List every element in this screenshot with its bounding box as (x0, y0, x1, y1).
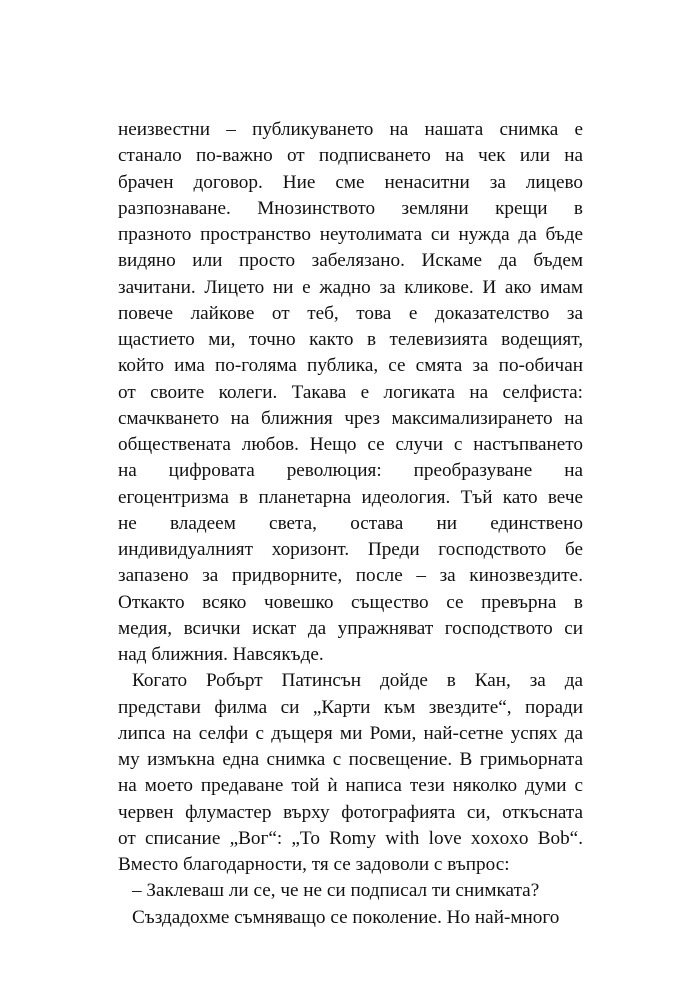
paragraph (118, 905, 583, 931)
text-line: липса на селфи с дъщеря ми Роми, най-сетне успях да (118, 722, 583, 744)
text-line: щастието ми, точно както в телевизията водещият, (118, 329, 583, 350)
text-line: Вместо благодарности, тя се задоволи с въпрос: (118, 854, 510, 875)
text-line: видяно или просто забелязано. Искаме да бъдем (118, 250, 583, 272)
body-text (118, 117, 583, 931)
text-line: червен флумастер върху фотографията си, откъсната (118, 801, 583, 823)
text-line: разпознаване. Мнозинството земляни крещи в (118, 197, 583, 219)
text-line: обществената любов. Нещо се случи с настъпването (118, 434, 583, 455)
paragraph (118, 117, 583, 668)
text-line: му измъкна една снимка с посвещение. В гримьорната (118, 749, 583, 770)
text-line: смачкването на ближния чрез максимализирането на (118, 407, 583, 429)
text-line: Откакто всяко човешко същество се превърна в (118, 591, 583, 613)
text-line: на цифровата революция: преобразуване на (118, 460, 583, 482)
text-line: индивидуалният хоризонт. Преди господството бе (118, 539, 583, 560)
text-line: Когато Робърт Патинсън дойде в Кан, за да (132, 670, 583, 692)
text-line: станало по-важно от подписването на чек или на (118, 145, 583, 167)
text-line: който има по-голяма публика, се смята за по-обичан (118, 355, 583, 377)
text-line: представи филма си „Карти към звездите“, поради (118, 696, 583, 718)
text-line: на моето предаване той ѝ написа тези няколко думи с (118, 775, 583, 797)
text-line: – Заклеваш ли се, че не си подписал ти снимката? (132, 880, 540, 902)
text-line: неизвестни – публикуването на нашата снимка е (118, 119, 583, 140)
text-line: празното пространство неутолимата си нужда да бъде (118, 224, 583, 245)
text-line: Създадохме съмняващо се поколение. Но най-много (132, 906, 560, 928)
text-line: от списание „Вог“: „To Romy with love xoxoxo Bob“. (118, 827, 583, 849)
paragraph (118, 878, 583, 904)
text-line: брачен договор. Ние сме ненаситни за лицево (118, 171, 583, 193)
paragraph (118, 668, 583, 878)
text-line: егоцентризма в планетарна идеология. Тъй като вече (118, 486, 583, 508)
text-line: зачитани. Лицето ни е жадно за кликове. И ако имам (118, 276, 583, 298)
text-line: от своите колеги. Такава е логиката на селфиста: (118, 381, 583, 403)
text-line: запазено за придворните, после – за кинозвездите. (118, 565, 583, 587)
text-line: медия, всички искат да упражняват господството си (118, 617, 583, 639)
text-line: над ближния. Навсякъде. (118, 644, 324, 665)
text-line: не владеем света, остава ни единствено (118, 512, 583, 534)
text-line: повече лайкове от теб, това е доказателство за (118, 302, 583, 324)
